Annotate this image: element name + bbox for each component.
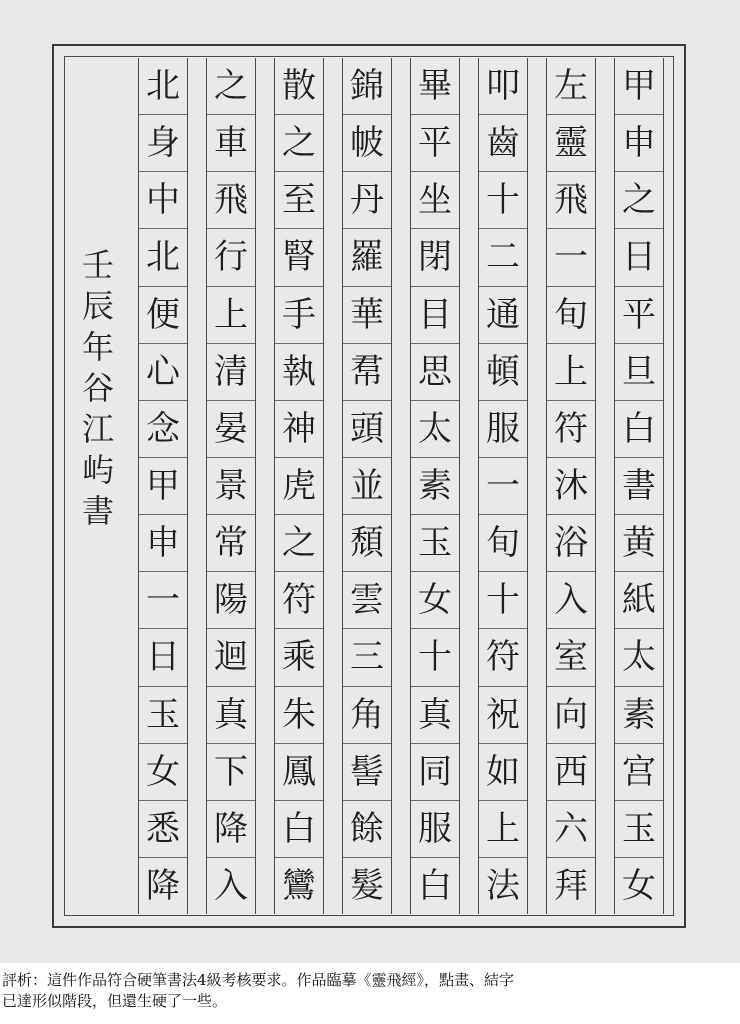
character-cell: 坐: [411, 172, 459, 229]
character-cell: 神: [275, 401, 323, 458]
caption-line-1: 評析：這件作品符合硬筆書法4級考核要求。作品臨摹《靈飛經》，點畫、結字: [2, 971, 515, 989]
character-cell: 入: [547, 572, 595, 629]
caption: [2, 970, 738, 1012]
character-cell: 玉: [139, 687, 187, 744]
character-cell: 身: [139, 115, 187, 172]
character-cell: 服: [411, 801, 459, 858]
character-cell: 悉: [139, 801, 187, 858]
character-cell: 鸞: [282, 866, 316, 907]
character-cell: 六: [547, 801, 595, 858]
character-cell: 西: [547, 744, 595, 801]
character-cell: 髻: [343, 744, 391, 801]
character-cell: 之: [207, 58, 255, 115]
character-cell: 常: [207, 515, 255, 572]
character-cell: 乘: [275, 629, 323, 686]
signature-character: 屿: [81, 450, 114, 489]
character-cell: 羅: [343, 229, 391, 286]
character-cell: 十: [411, 629, 459, 686]
character-cell: 降: [207, 801, 255, 858]
character-cell: 向: [547, 687, 595, 744]
character-cell: 旬: [547, 287, 595, 344]
character-cell: 上: [479, 801, 527, 858]
character-cell: 頓: [479, 344, 527, 401]
character-cell: 上: [547, 344, 595, 401]
character-cell: 真: [207, 687, 255, 744]
text-column-8: [138, 58, 188, 914]
character-cell: 旦: [615, 344, 663, 401]
signature-column: [74, 245, 122, 532]
character-cell: 素: [615, 687, 663, 744]
character-cell: 齒: [479, 115, 527, 172]
character-cell: 沐: [547, 458, 595, 515]
text-column-3: [478, 58, 528, 914]
character-cell: 如: [479, 744, 527, 801]
character-cell: 素: [411, 458, 459, 515]
character-cell: 之: [275, 115, 323, 172]
character-cell: 日: [139, 629, 187, 686]
character-cell: 朱: [275, 687, 323, 744]
character-cell: 法: [486, 866, 520, 907]
character-cell: 思: [411, 344, 459, 401]
character-cell: 甲: [615, 58, 663, 115]
text-column-1: [614, 58, 664, 914]
text-column-4: [410, 58, 460, 914]
character-cell: 頭: [343, 401, 391, 458]
character-cell: 女: [622, 866, 656, 907]
character-cell: 飛: [207, 172, 255, 229]
text-column-5: [342, 58, 392, 914]
character-cell: 之: [275, 515, 323, 572]
character-cell: 符: [479, 629, 527, 686]
character-cell: 一: [139, 572, 187, 629]
character-cell: 陽: [207, 572, 255, 629]
character-cell: 髮: [350, 866, 384, 907]
character-cell: 十: [479, 572, 527, 629]
character-cell: 甲: [139, 458, 187, 515]
character-cell: 日: [615, 229, 663, 286]
signature-character: 年: [81, 327, 114, 366]
character-cell: 黄: [615, 515, 663, 572]
character-cell: 申: [615, 115, 663, 172]
character-cell: 目: [411, 287, 459, 344]
character-cell: 一: [547, 229, 595, 286]
character-cell: 手: [275, 287, 323, 344]
character-cell: 白: [615, 401, 663, 458]
character-cell: 閉: [411, 229, 459, 286]
character-cell: 晏: [207, 401, 255, 458]
character-cell: 華: [343, 287, 391, 344]
character-cell: 白: [275, 801, 323, 858]
character-cell: 散: [275, 58, 323, 115]
character-cell: 角: [343, 687, 391, 744]
character-cell: 平: [615, 287, 663, 344]
character-cell: 三: [343, 629, 391, 686]
character-cell: 畢: [411, 58, 459, 115]
character-cell: 室: [547, 629, 595, 686]
character-cell: 帬: [343, 344, 391, 401]
character-cell: 通: [479, 287, 527, 344]
character-cell: 帔: [343, 115, 391, 172]
character-cell: 祝: [479, 687, 527, 744]
character-cell: 錦: [343, 58, 391, 115]
character-cell: 行: [207, 229, 255, 286]
character-cell: 迴: [207, 629, 255, 686]
character-cell: 餘: [343, 801, 391, 858]
character-cell: 宫: [615, 744, 663, 801]
character-cell: 飛: [547, 172, 595, 229]
character-cell: 下: [207, 744, 255, 801]
character-cell: 景: [207, 458, 255, 515]
character-cell: 便: [139, 287, 187, 344]
character-cell: 浴: [547, 515, 595, 572]
character-cell: 車: [207, 115, 255, 172]
character-cell: 紙: [615, 572, 663, 629]
text-column-7: [206, 58, 256, 914]
character-cell: 一: [479, 458, 527, 515]
character-cell: 真: [411, 687, 459, 744]
character-cell: 左: [547, 58, 595, 115]
character-cell: 十: [479, 172, 527, 229]
signature-character: 壬: [81, 246, 114, 284]
signature-character: 辰: [81, 286, 114, 325]
character-cell: 符: [275, 572, 323, 629]
character-cell: 鳳: [275, 744, 323, 801]
character-cell: 旬: [479, 515, 527, 572]
character-cell: 靈: [547, 115, 595, 172]
character-cell: 北: [139, 58, 187, 115]
character-cell: 同: [411, 744, 459, 801]
character-cell: 太: [615, 629, 663, 686]
character-cell: 雲: [343, 572, 391, 629]
character-cell: 降: [146, 866, 180, 907]
character-cell: 平: [411, 115, 459, 172]
character-cell: 叩: [479, 58, 527, 115]
character-cell: 北: [139, 229, 187, 286]
character-cell: 玉: [411, 515, 459, 572]
text-column-6: [274, 58, 324, 914]
character-cell: 中: [139, 172, 187, 229]
character-cell: 玉: [615, 801, 663, 858]
character-cell: 符: [547, 401, 595, 458]
character-cell: 腎: [275, 229, 323, 286]
text-column-2: [546, 58, 596, 914]
character-cell: 入: [214, 866, 248, 907]
character-cell: 女: [411, 572, 459, 629]
character-cell: 之: [615, 172, 663, 229]
signature-character: 谷: [81, 368, 114, 407]
character-cell: 拜: [554, 866, 588, 907]
character-cell: 清: [207, 344, 255, 401]
character-cell: 書: [615, 458, 663, 515]
character-cell: 並: [343, 458, 391, 515]
character-cell: 女: [139, 744, 187, 801]
character-cell: 虎: [275, 458, 323, 515]
character-cell: 心: [139, 344, 187, 401]
character-cell: 太: [411, 401, 459, 458]
caption-line-2: 已達形似階段，但還生硬了一些。: [2, 992, 228, 1010]
character-cell: 念: [139, 401, 187, 458]
character-cell: 至: [275, 172, 323, 229]
character-cell: 白: [418, 866, 452, 907]
signature-character: 江: [81, 409, 114, 448]
character-cell: 丹: [343, 172, 391, 229]
signature-character: 書: [81, 491, 114, 530]
character-cell: 頹: [343, 515, 391, 572]
character-cell: 服: [479, 401, 527, 458]
character-cell: 上: [207, 287, 255, 344]
character-cell: 執: [275, 344, 323, 401]
character-cell: 申: [139, 515, 187, 572]
character-cell: 二: [479, 229, 527, 286]
